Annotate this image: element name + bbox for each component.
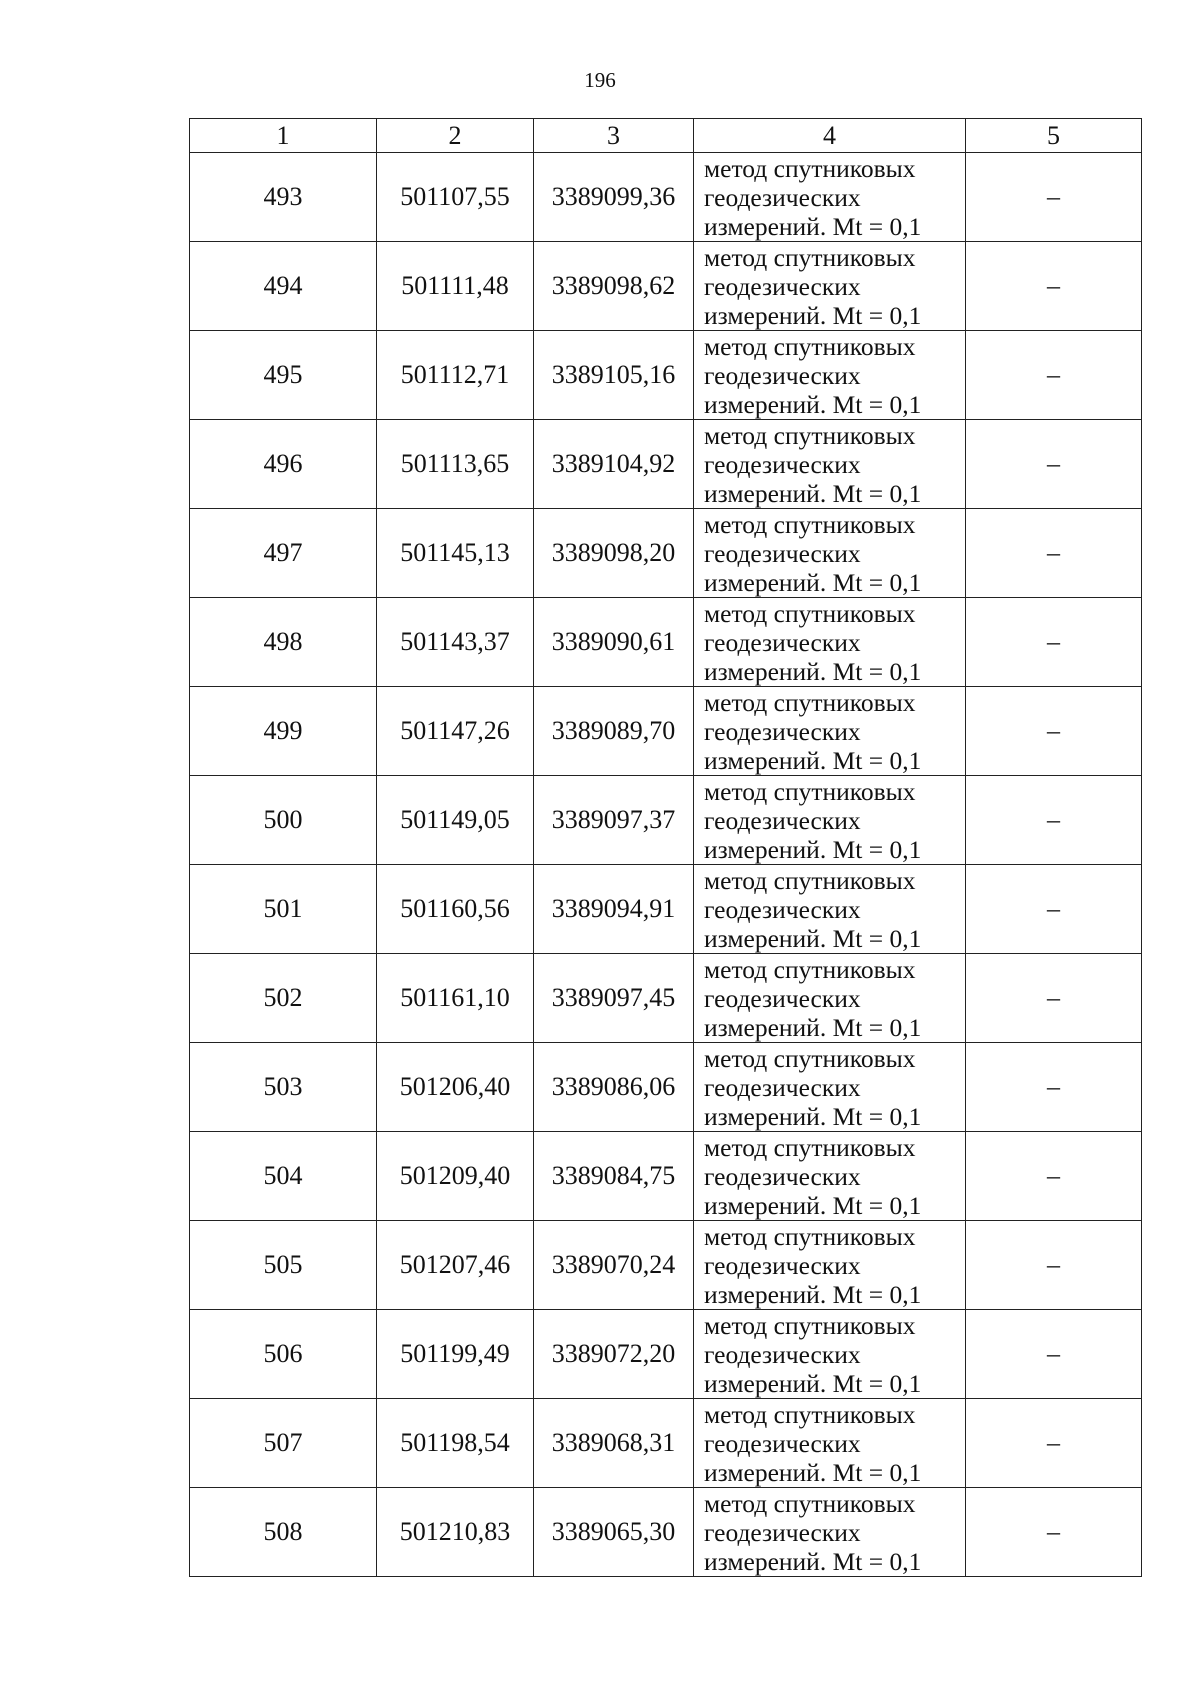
cell-note: – [966,1310,1142,1399]
cell-method: метод спутниковых геодезических измерений. Mt = 0,1 [694,1221,966,1310]
table-header-row [190,119,1142,153]
cell-y-coordinate: 3389089,70 [534,687,694,776]
cell-method: метод спутниковых геодезических измерений. Mt = 0,1 [694,420,966,509]
cell-x-coordinate: 501145,13 [377,509,534,598]
cell-x-coordinate: 501143,37 [377,598,534,687]
cell-x-coordinate: 501113,65 [377,420,534,509]
cell-method: метод спутниковых геодезических измерений. Mt = 0,1 [694,1399,966,1488]
cell-note: – [966,1043,1142,1132]
cell-note: – [966,954,1142,1043]
cell-method: метод спутниковых геодезических измерений. Mt = 0,1 [694,598,966,687]
table-row [190,954,1142,1043]
cell-note: – [966,1221,1142,1310]
cell-x-coordinate: 501161,10 [377,954,534,1043]
table-row [190,1399,1142,1488]
cell-note: – [966,687,1142,776]
cell-note: – [966,1132,1142,1221]
header-col-1: 1 [190,119,377,153]
cell-note: – [966,776,1142,865]
cell-point-number: 500 [190,776,377,865]
cell-note: – [966,420,1142,509]
cell-point-number: 495 [190,331,377,420]
table-row [190,153,1142,242]
cell-x-coordinate: 501207,46 [377,1221,534,1310]
table-row [190,1043,1142,1132]
cell-y-coordinate: 3389072,20 [534,1310,694,1399]
cell-point-number: 505 [190,1221,377,1310]
coordinates-table [189,118,1142,1577]
cell-method: метод спутниковых геодезических измерений. Mt = 0,1 [694,954,966,1043]
table-row [190,242,1142,331]
header-col-3: 3 [534,119,694,153]
table-row [190,331,1142,420]
cell-note: – [966,509,1142,598]
cell-y-coordinate: 3389090,61 [534,598,694,687]
cell-method: метод спутниковых геодезических измерений. Mt = 0,1 [694,509,966,598]
cell-point-number: 504 [190,1132,377,1221]
cell-x-coordinate: 501209,40 [377,1132,534,1221]
cell-point-number: 499 [190,687,377,776]
header-col-5: 5 [966,119,1142,153]
cell-y-coordinate: 3389098,20 [534,509,694,598]
cell-y-coordinate: 3389105,16 [534,331,694,420]
cell-x-coordinate: 501210,83 [377,1488,534,1577]
cell-y-coordinate: 3389086,06 [534,1043,694,1132]
table-row [190,1488,1142,1577]
cell-y-coordinate: 3389099,36 [534,153,694,242]
cell-point-number: 496 [190,420,377,509]
cell-x-coordinate: 501160,56 [377,865,534,954]
cell-note: – [966,1399,1142,1488]
cell-method: метод спутниковых геодезических измерений. Mt = 0,1 [694,1310,966,1399]
cell-point-number: 506 [190,1310,377,1399]
cell-point-number: 503 [190,1043,377,1132]
cell-note: – [966,598,1142,687]
table-body [190,153,1142,1577]
table-row [190,420,1142,509]
cell-point-number: 494 [190,242,377,331]
table-row [190,598,1142,687]
table-row [190,509,1142,598]
cell-x-coordinate: 501149,05 [377,776,534,865]
cell-note: – [966,242,1142,331]
table-row [190,687,1142,776]
cell-x-coordinate: 501206,40 [377,1043,534,1132]
cell-note: – [966,1488,1142,1577]
cell-method: метод спутниковых геодезических измерений. Mt = 0,1 [694,865,966,954]
cell-note: – [966,331,1142,420]
cell-method: метод спутниковых геодезических измерений. Mt = 0,1 [694,242,966,331]
cell-note: – [966,865,1142,954]
cell-point-number: 508 [190,1488,377,1577]
cell-x-coordinate: 501199,49 [377,1310,534,1399]
cell-method: метод спутниковых геодезических измерений. Mt = 0,1 [694,331,966,420]
cell-point-number: 502 [190,954,377,1043]
cell-x-coordinate: 501111,48 [377,242,534,331]
cell-y-coordinate: 3389104,92 [534,420,694,509]
cell-method: метод спутниковых геодезических измерений. Mt = 0,1 [694,1488,966,1577]
table-row [190,1310,1142,1399]
cell-point-number: 507 [190,1399,377,1488]
cell-note: – [966,153,1142,242]
cell-x-coordinate: 501147,26 [377,687,534,776]
cell-point-number: 497 [190,509,377,598]
cell-method: метод спутниковых геодезических измерений. Mt = 0,1 [694,1043,966,1132]
cell-x-coordinate: 501107,55 [377,153,534,242]
cell-y-coordinate: 3389065,30 [534,1488,694,1577]
cell-y-coordinate: 3389094,91 [534,865,694,954]
cell-x-coordinate: 501112,71 [377,331,534,420]
table-row [190,865,1142,954]
cell-y-coordinate: 3389098,62 [534,242,694,331]
cell-method: метод спутниковых геодезических измерений. Mt = 0,1 [694,1132,966,1221]
cell-y-coordinate: 3389097,37 [534,776,694,865]
cell-point-number: 498 [190,598,377,687]
header-col-4: 4 [694,119,966,153]
cell-method: метод спутниковых геодезических измерений. Mt = 0,1 [694,687,966,776]
header-col-2: 2 [377,119,534,153]
cell-y-coordinate: 3389084,75 [534,1132,694,1221]
page-number: 196 [584,68,616,92]
table-row [190,1221,1142,1310]
table-row [190,1132,1142,1221]
cell-method: метод спутниковых геодезических измерений. Mt = 0,1 [694,153,966,242]
cell-point-number: 501 [190,865,377,954]
table-row [190,776,1142,865]
cell-x-coordinate: 501198,54 [377,1399,534,1488]
cell-method: метод спутниковых геодезических измерений. Mt = 0,1 [694,776,966,865]
cell-point-number: 493 [190,153,377,242]
cell-y-coordinate: 3389070,24 [534,1221,694,1310]
cell-y-coordinate: 3389097,45 [534,954,694,1043]
cell-y-coordinate: 3389068,31 [534,1399,694,1488]
